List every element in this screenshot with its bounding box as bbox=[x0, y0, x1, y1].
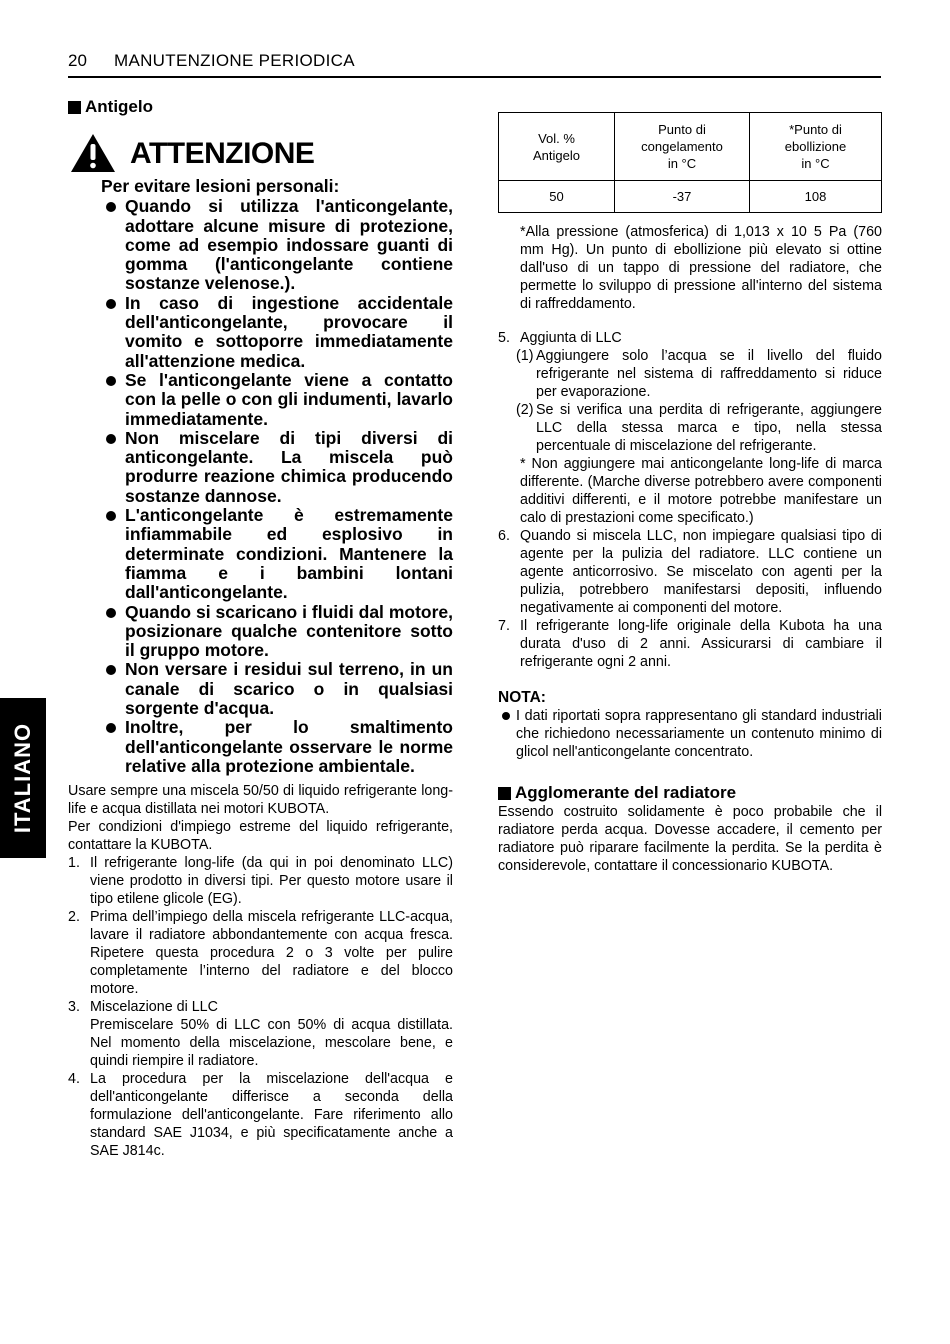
bullet-dot-icon bbox=[502, 712, 510, 720]
numbered-item: 7. Il refrigerante long-life originale della Kubota ha una durata d'uso di 2 anni. Assicurarsi di cambiare il refrigerante ogni 2 anni. bbox=[498, 618, 882, 670]
table-cell: -37 bbox=[615, 181, 750, 213]
bullet-dot-icon bbox=[106, 434, 116, 444]
table-header-row bbox=[499, 113, 882, 181]
caution-note: * Non aggiungere mai anticongelante long-life di marca differente. (Marche diverse potrebbero avere componenti additivi differenti, e il motore potrebbe manifestare un calo di prestazioni come specificato.) bbox=[520, 456, 882, 526]
warning-lead: Per evitare lesioni personali: bbox=[101, 176, 340, 196]
table-footnote: *Alla pressione (atmosferica) di 1,013 x 10 5 Pa (760 mm Hg). Un punto di ebollizione più elevato si ottine dall'uso di un tappo di pressione del radiatore, che permette lo sviluppo di pressione all'interno del sistema di raffreddamento. bbox=[520, 224, 882, 312]
warning-title: ATTENZIONE bbox=[130, 137, 315, 170]
paragraph: Essendo costruito solidamente è poco probabile che il radiatore perda acqua. Dovesse accadere, il cemento per radiatore può riparare facilmente la perdita. Se la perdita è considerevole, contattare il concessionario KUBOTA. bbox=[498, 804, 882, 874]
nota-heading: NOTA: bbox=[498, 689, 546, 706]
nota-bullet: I dati riportati sopra rappresentano gli standard industriali che richiedono necessariamente un contenuto minimo di glicol nell'anticongelante concentrato. bbox=[498, 707, 882, 761]
warning-bullet: Se l'anticongelante viene a contatto con la pelle o con gli indumenti, lavarlo immediatamente. bbox=[101, 371, 453, 429]
bullet-dot-icon bbox=[106, 665, 116, 675]
warning-bullet: L'anticongelante è estremamente infiammabile ed esplosivo in determinate condizioni. Mantenere la fiamma e i bambini lontani dall'anticongelante. bbox=[101, 506, 453, 602]
warning-bullet: Quando si utilizza l'anticongelante, adottare alcune misure di protezione, come ad esempio indossare guanti di gomma (l'anticongelante contiene sostanze velenose.). bbox=[101, 197, 453, 293]
section-heading-agglomerante bbox=[498, 783, 882, 803]
antifreeze-instructions bbox=[68, 782, 453, 1160]
numbered-item: 2. Prima dell’impiego della miscela refrigerante LLC-acqua, lavare il radiatore abbondantemente con acqua fresca. Ripetere questa procedura 2 o 3 volte per pulire completamente l’interno del radiatore e del blocco motore. bbox=[68, 909, 453, 998]
numbered-item: 4. La procedura per la miscelazione dell'acqua e dell'anticongelante differisce a seconda della formulazione dell'anticongelante. Fare riferimento allo standard SAE J1034, e più specificatamente anche a SAE J814c. bbox=[68, 1071, 453, 1160]
page-header bbox=[68, 50, 881, 78]
sub-item: (1) Aggiungere solo l’acqua se il livello del fluido refrigerante nel sistema di raffreddamento si riduce per evaporazione. bbox=[516, 348, 882, 400]
warning-header bbox=[68, 129, 453, 177]
bullet-dot-icon bbox=[106, 723, 116, 733]
numbered-item: 3. Miscelazione di LLC bbox=[68, 999, 218, 1016]
table-header-cell: Vol. % Antigelo bbox=[499, 113, 615, 181]
table-header-cell: Punto di congelamento in °C bbox=[615, 113, 750, 181]
language-tab bbox=[0, 698, 46, 858]
paragraph: Per condizioni d'impiego estreme del liquido refrigerante, contattare la KUBOTA. bbox=[68, 819, 453, 854]
bullet-dot-icon bbox=[106, 376, 116, 386]
table-header-cell: *Punto di ebollizione in °C bbox=[750, 113, 882, 181]
warning-body bbox=[101, 177, 453, 776]
table-cell: 50 bbox=[499, 181, 615, 213]
sub-item: (2) Se si verifica una perdita di refrigerante, aggiungere LLC della stessa marca e tipo, nella stessa percentuale di miscelazione del refrigerante. bbox=[516, 402, 882, 454]
warning-bullet: Quando si scaricano i fluidi dal motore, posizionare qualche contenitore sotto il gruppo motore. bbox=[101, 603, 453, 661]
page-number: 20 bbox=[68, 51, 87, 70]
square-bullet-icon bbox=[68, 101, 81, 114]
paragraph: Usare sempre una miscela 50/50 di liquido refrigerante long-life e acqua distillata nei motori KUBOTA. bbox=[68, 783, 453, 818]
antifreeze-table bbox=[498, 112, 882, 213]
bullet-dot-icon bbox=[106, 511, 116, 521]
page-title: MANUTENZIONE PERIODICA bbox=[114, 51, 355, 70]
warning-bullet: In caso di ingestione accidentale dell'anticongelante, provocare il vomito e sottoporre immediatamente all'attenzione medica. bbox=[101, 294, 453, 371]
left-column bbox=[68, 97, 453, 1160]
warning-bullet: Non miscelare di tipi diversi di anticongelante. La miscela può produrre reazione chimica producendo sostanze dannose. bbox=[101, 429, 453, 506]
language-tab-label: ITALIANO bbox=[10, 722, 35, 834]
warning-bullet: Inoltre, per lo smaltimento dell'anticongelante osservare le norme relative alla protezione ambientale. bbox=[101, 718, 453, 776]
square-bullet-icon bbox=[498, 787, 511, 800]
table-cell: 108 bbox=[750, 181, 882, 213]
warning-triangle-icon bbox=[70, 133, 116, 173]
bullet-dot-icon bbox=[106, 608, 116, 618]
warning-bullet: Non versare i residui sul terreno, in un canale di scarico o in qualsiasi sorgente d'acqua. bbox=[101, 660, 453, 718]
numbered-item: 6. Quando si miscela LLC, non impiegare qualsiasi tipo di agente per la pulizia del radiatore. LLC contiene un agente anticorrosivo. Se miscelato con agenti per la pulizia, potrebbero manifestarsi depositi, influendo negativamente ai componenti del motore. bbox=[498, 528, 882, 616]
bullet-dot-icon bbox=[106, 299, 116, 309]
coolant-instructions bbox=[498, 223, 882, 671]
numbered-item: 1. Il refrigerante long-life (da qui in poi denominato LLC) viene prodotto in diversi tipi. Per questo motore usare il tipo etilene glicole (EG). bbox=[68, 855, 453, 908]
section-heading-antigelo bbox=[68, 97, 453, 117]
table-row bbox=[499, 181, 882, 213]
section-title: Agglomerante del radiatore bbox=[515, 783, 737, 802]
numbered-item: 5. Aggiunta di LLC bbox=[498, 330, 622, 346]
numbered-item-body: Premiscelare 50% di LLC con 50% di acqua distillata. Nel momento della miscelazione, mescolare bene, e quindi riempire il radiatore. bbox=[90, 1017, 453, 1070]
section-title: Antigelo bbox=[85, 97, 153, 116]
bullet-dot-icon bbox=[106, 202, 116, 212]
right-column bbox=[498, 112, 882, 875]
